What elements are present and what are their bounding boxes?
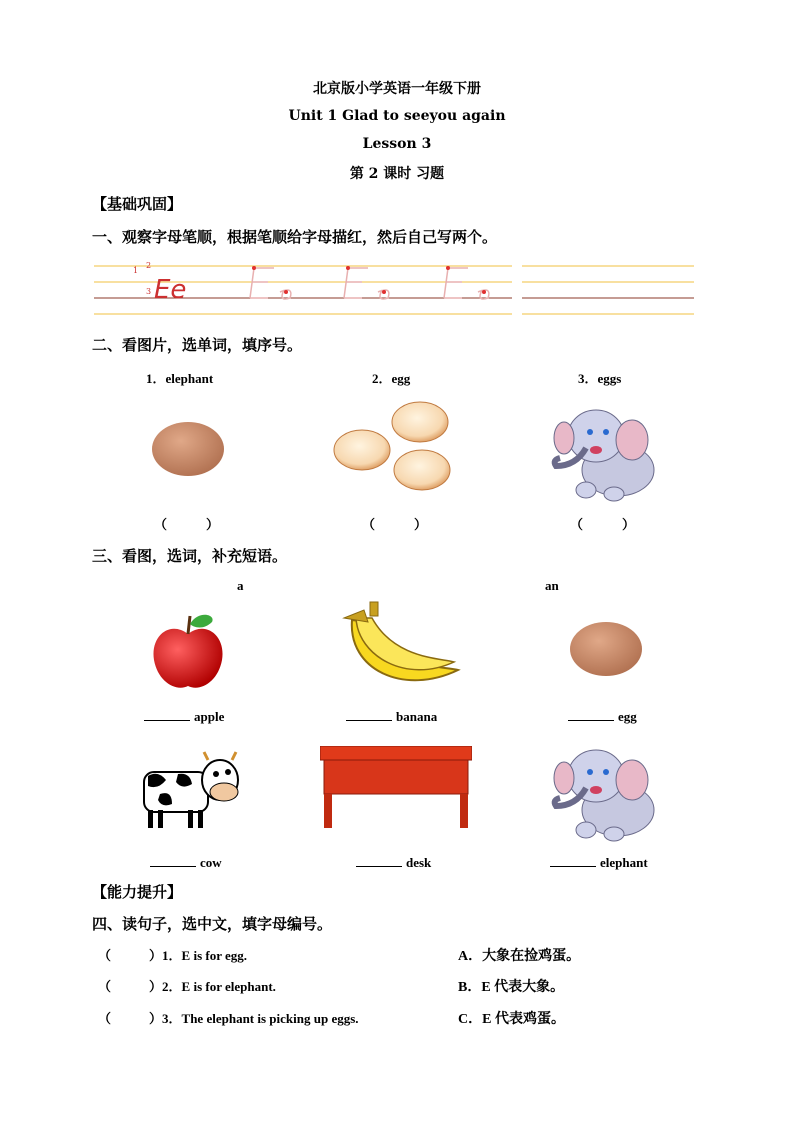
answer-b: B．E 代表大象。 <box>458 980 565 995</box>
handwriting-practice <box>94 258 694 320</box>
elephant-picture-2 <box>546 740 666 842</box>
answer-blank[interactable] <box>144 719 190 721</box>
stroke-number: 3 <box>146 287 152 296</box>
elephant-picture <box>546 400 666 502</box>
phrase-banana: banana <box>346 709 437 725</box>
unit-title: Unit 1 Glad to seeyou again <box>288 108 506 124</box>
cow-picture <box>138 750 244 832</box>
answer-blank[interactable] <box>356 865 402 867</box>
answer-blank[interactable] <box>550 865 596 867</box>
q1-instruction: 一、观察字母笔顺，根据笔顺给字母描红，然后自己写两个。 <box>92 228 498 246</box>
trace-letters <box>250 268 489 299</box>
eggs-picture <box>328 400 454 496</box>
egg-picture-2 <box>568 620 644 678</box>
answer-a: A．大象在捡鸡蛋。 <box>458 949 581 964</box>
option-elephant: 1．elephant <box>146 371 214 386</box>
answer-paren-open[interactable]: （ <box>98 948 112 963</box>
q2-instruction: 二、看图片，选单词，填序号。 <box>92 336 303 354</box>
choice-a: a <box>237 578 244 593</box>
answer-blank[interactable] <box>346 719 392 721</box>
section-advance: 【能力提升】 <box>92 883 183 901</box>
egg-picture <box>150 420 226 478</box>
phrase-elephant: elephant <box>550 855 648 871</box>
option-egg: 2．egg <box>372 371 411 386</box>
answer-c: C．E 代表鸡蛋。 <box>458 1012 565 1027</box>
page-title: 北京版小学英语一年级下册 <box>313 81 481 97</box>
choice-an: an <box>545 578 559 593</box>
stroke-number: 1 <box>133 266 139 275</box>
answer-blank[interactable] <box>150 865 196 867</box>
banana-picture <box>334 600 462 700</box>
model-letters: Ee <box>154 275 187 305</box>
phrase-apple: apple <box>144 709 224 725</box>
q4-instruction: 四、读句子，选中文，填字母编号。 <box>92 915 333 933</box>
apple-picture <box>150 610 226 692</box>
answer-paren-open[interactable]: （ <box>98 1011 112 1026</box>
answer-paren-open[interactable]: （ <box>98 979 112 994</box>
answer-paren-2[interactable]: （ ） <box>362 518 428 533</box>
answer-paren-1[interactable]: （ ） <box>154 518 220 533</box>
q4-row-1: （ ）1．E is for egg. <box>98 948 248 963</box>
phrase-cow: cow <box>150 855 222 871</box>
phrase-desk: desk <box>356 855 431 871</box>
q4-row-2: （ ）2．E is for elephant. <box>98 979 276 994</box>
desk-picture <box>320 746 472 830</box>
q4-row-3: （ ）3．The elephant is picking up eggs. <box>98 1011 359 1026</box>
phrase-egg: egg <box>568 709 637 725</box>
answer-blank[interactable] <box>568 719 614 721</box>
lesson-title: Lesson 3 <box>362 136 432 152</box>
period-title: 第 2 课时 习题 <box>349 166 445 182</box>
section-basic: 【基础巩固】 <box>92 195 183 213</box>
stroke-number: 2 <box>146 261 152 270</box>
q3-instruction: 三、看图，选词，补充短语。 <box>92 547 288 565</box>
answer-paren-3[interactable]: （ ） <box>570 518 636 533</box>
option-eggs: 3．eggs <box>578 371 622 386</box>
